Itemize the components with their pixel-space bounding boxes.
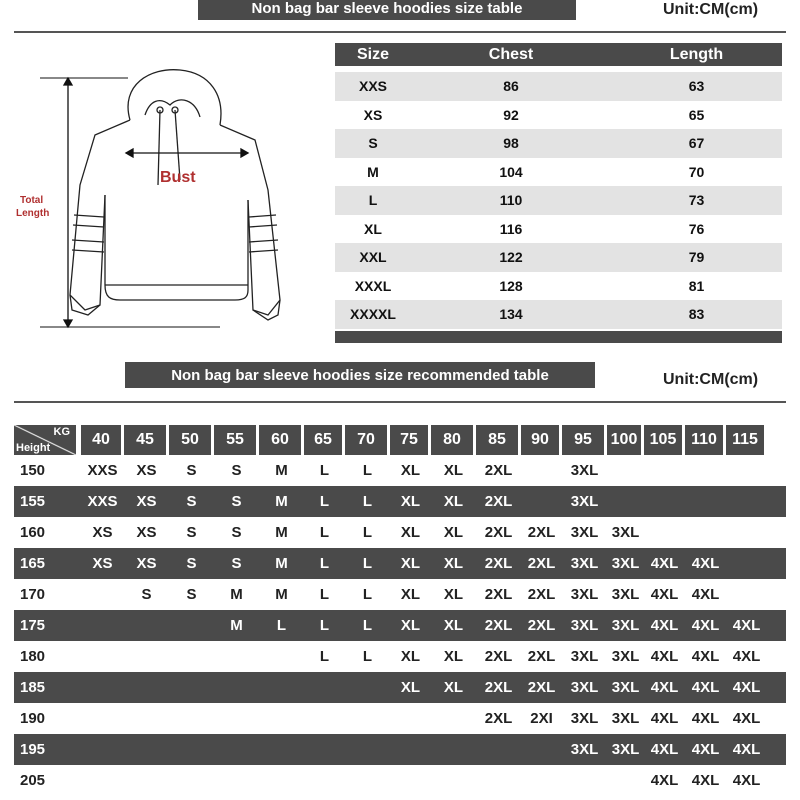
size-recommend-cell: 3XL [611,648,640,665]
header-corner [14,425,76,455]
size-recommend-cell: XL [400,462,421,479]
size-recommend-cell: 2XL [527,648,556,665]
size-cell: XXS [358,78,387,95]
size-recommend-cell: L [362,462,373,479]
size-recommend-cell: 4XL [650,679,679,696]
size-recommend-cell: 2XL [527,555,556,572]
size-recommend-cell: 2XL [527,679,556,696]
top-divider [14,31,786,33]
size-recommend-cell: 3XL [611,617,640,634]
size-recommend-cell: L [362,648,373,665]
length-cell: 81 [688,277,705,294]
size-recommend-cell: S [231,555,242,572]
height-cell: 175 [20,617,46,634]
height-cell: 155 [20,493,46,510]
length-cell: 70 [688,163,705,180]
size-table-header [335,43,782,66]
chest-cell: 110 [499,192,523,209]
corner-height-label: Height [16,442,51,454]
chest-cell: 116 [499,220,523,237]
size-cell: S [368,135,378,152]
size-recommend-cell: 4XL [691,648,720,665]
recommend-row [14,641,786,672]
size-table-row [335,272,782,301]
size-recommend-cell: 2XL [527,617,556,634]
size-recommend-cell: L [319,462,330,479]
size-recommend-cell: 4XL [732,741,761,758]
size-recommend-cell: XL [400,617,421,634]
size-recommend-cell: S [186,586,197,603]
height-cell: 185 [20,679,46,696]
length-label-line1: Total [20,195,44,206]
size-cell: XXXL [354,277,392,294]
kg-header-cell: 90 [521,425,559,455]
size-recommend-cell: S [186,524,197,541]
size-recommend-cell: 2XL [484,586,513,603]
bust-label: Bust [160,169,196,186]
chest-cell: 122 [499,249,523,266]
size-recommend-cell: 4XL [650,555,679,572]
size-recommend-cell: 3XL [611,555,640,572]
chest-cell: 86 [503,78,519,95]
chest-cell: 128 [499,277,523,294]
size-recommend-cell: XS [92,555,113,572]
size-recommend-cell: XL [443,462,464,479]
size-table-row [335,158,782,187]
middle-divider [14,401,786,403]
size-recommend-cell: 4XL [732,710,761,727]
size-table [335,43,782,343]
height-cell: 195 [20,741,46,758]
size-recommend-cell: 4XL [650,741,679,758]
size-recommend-cell: L [319,524,330,541]
recommend-row [14,517,786,548]
kg-header-cell: 75 [390,425,428,455]
size-recommend-cell: 2XL [484,679,513,696]
kg-header-cell: 70 [345,425,387,455]
size-recommend-cell: 3XL [570,710,599,727]
kg-header-cell: 115 [726,425,764,455]
size-table-row [335,101,782,130]
height-cell: 150 [20,462,46,479]
size-recommend-cell: 4XL [650,648,679,665]
size-recommend-cell: 3XL [570,524,599,541]
kg-header-cell: 110 [685,425,723,455]
size-recommend-cell: 3XL [611,710,640,727]
size-recommend-cell: XXS [87,493,118,510]
size-recommend-cell: 4XL [691,555,720,572]
size-recommend-cell: L [319,617,330,634]
size-recommend-cell: 2XI [530,710,553,727]
size-recommend-cell: 3XL [611,524,640,541]
kg-header-cell: 105 [644,425,682,455]
recommend-table-title [125,362,595,388]
size-recommend-cell: XL [443,555,464,572]
size-recommend-cell: S [186,462,197,479]
size-recommend-cell: 3XL [570,617,599,634]
size-recommend-cell: XL [400,555,421,572]
size-recommend-cell: 2XL [484,710,513,727]
size-recommend-cell: 4XL [732,772,761,789]
size-recommend-cell: 3XL [611,679,640,696]
recommend-row [14,703,786,734]
size-recommend-cell: S [186,493,197,510]
size-table-title [198,0,576,20]
size-recommend-cell: 4XL [691,617,720,634]
size-recommend-cell: S [186,555,197,572]
chest-cell: 98 [503,135,519,152]
size-table-row [335,72,782,101]
kg-header-cell: 95 [562,425,604,455]
length-cell: 63 [688,78,705,95]
recommend-table-body [14,455,786,796]
size-recommend-cell: XL [400,648,421,665]
length-cell: 79 [688,249,705,266]
recommend-row [14,610,786,641]
size-recommend-cell: L [362,586,373,603]
recommend-table-unit: Unit:CM(cm) [663,371,759,388]
size-recommend-cell: XL [443,493,464,510]
size-recommend-cell: 2XL [484,493,513,510]
size-recommend-cell: 3XL [570,462,599,479]
size-recommend-cell: L [319,648,330,665]
size-cell: XL [364,220,382,237]
recommend-row [14,734,786,765]
kg-header-cell: 80 [431,425,473,455]
size-recommend-cell: 3XL [570,493,599,510]
recommend-table [14,425,786,796]
size-recommend-cell: 3XL [570,741,599,758]
height-cell: 205 [20,772,46,789]
size-recommend-cell: L [276,617,287,634]
kg-header-cell: 55 [214,425,256,455]
size-table-row [335,186,782,215]
chest-cell: 134 [499,306,523,323]
size-recommend-cell: 4XL [650,617,679,634]
kg-header-cell: 45 [124,425,166,455]
size-recommend-cell: XS [136,493,157,510]
size-recommend-cell: 2XL [484,462,513,479]
height-cell: 180 [20,648,46,665]
size-recommend-cell: 3XL [611,586,640,603]
size-cell: M [367,163,379,180]
recommend-row [14,765,786,796]
header-chest: Chest [488,45,534,63]
size-recommend-cell: XL [400,679,421,696]
size-recommend-cell: 4XL [691,710,720,727]
size-recommend-cell: XL [443,617,464,634]
size-recommend-cell: XL [400,586,421,603]
size-recommend-cell: L [319,555,330,572]
size-recommend-cell: 2XL [527,524,556,541]
kg-header-cell: 40 [81,425,121,455]
size-recommend-cell: 3XL [570,555,599,572]
size-table-title-text: Non bag bar sleeve hoodies size table [251,0,523,17]
length-cell: 65 [688,106,705,123]
size-recommend-cell: S [231,493,242,510]
size-recommend-cell: 2XL [527,586,556,603]
size-recommend-cell: 4XL [732,617,761,634]
size-recommend-cell: 4XL [691,679,720,696]
size-recommend-cell: 3XL [570,679,599,696]
length-cell: 73 [688,192,705,209]
size-recommend-cell: XL [443,524,464,541]
recommend-row [14,548,786,579]
recommend-row [14,579,786,610]
size-recommend-cell: L [362,524,373,541]
size-table-row [335,243,782,272]
size-recommend-cell: 4XL [732,679,761,696]
recommend-table-header [14,425,786,455]
size-recommend-cell: M [230,586,243,603]
size-recommend-cell: 3XL [611,741,640,758]
size-recommend-cell: 2XL [484,524,513,541]
recommend-row [14,455,786,486]
header-length: Length [669,45,724,63]
size-recommend-cell: 4XL [650,586,679,603]
size-recommend-cell: M [275,555,288,572]
size-recommend-cell: XXS [87,462,118,479]
height-cell: 165 [20,555,46,572]
height-cell: 170 [20,586,46,603]
height-cell: 160 [20,524,46,541]
length-cell: 83 [688,306,705,323]
size-recommend-cell: XS [92,524,113,541]
size-recommend-cell: 4XL [691,586,720,603]
size-recommend-cell: M [275,524,288,541]
size-recommend-cell: 4XL [650,710,679,727]
size-recommend-cell: XS [136,555,157,572]
length-label-line2: Length [16,208,50,219]
size-recommend-cell: XL [443,679,464,696]
size-recommend-cell: 4XL [650,772,679,789]
size-recommend-cell: S [141,586,152,603]
size-recommend-cell: S [231,462,242,479]
size-recommend-cell: XS [136,524,157,541]
size-recommend-cell: 4XL [732,648,761,665]
kg-header-cell: 50 [169,425,211,455]
recommend-row [14,672,786,703]
kg-header-cell: 65 [304,425,342,455]
recommend-row [14,486,786,517]
size-recommend-cell: 2XL [484,555,513,572]
size-table-row [335,215,782,244]
height-cell: 190 [20,710,46,727]
size-recommend-cell: S [231,524,242,541]
size-recommend-cell: 4XL [691,772,720,789]
size-recommend-cell: XL [443,586,464,603]
size-recommend-cell: M [275,462,288,479]
size-recommend-cell: XL [400,524,421,541]
length-cell: 76 [688,220,705,237]
size-recommend-cell: 2XL [484,617,513,634]
size-recommend-cell: M [230,617,243,634]
size-recommend-cell: 3XL [570,648,599,665]
size-table-row [335,300,782,329]
size-recommend-cell: 4XL [691,741,720,758]
corner-kg-label: KG [53,426,70,438]
size-recommend-cell: 2XL [484,648,513,665]
size-table-row [335,129,782,158]
size-cell: XXL [359,249,387,266]
length-cell: 67 [688,135,705,152]
size-recommend-cell: M [275,586,288,603]
size-recommend-cell: L [319,586,330,603]
size-recommend-cell: XL [443,648,464,665]
size-recommend-cell: L [319,493,330,510]
recommend-table-title-text: Non bag bar sleeve hoodies size recommended table [171,366,549,384]
kg-header-cell: 60 [259,425,301,455]
size-recommend-cell: M [275,493,288,510]
hoodie-diagram [10,65,310,340]
chest-cell: 104 [499,163,523,180]
size-recommend-cell: L [362,617,373,634]
size-table-unit: Unit:CM(cm) [663,1,759,18]
chest-cell: 92 [503,106,519,123]
size-table-footer-bar [335,331,782,343]
size-table-body [335,72,782,329]
kg-header-cell: 100 [607,425,641,455]
size-cell: XXXXL [350,306,396,323]
size-recommend-cell: 3XL [570,586,599,603]
kg-header-cell: 85 [476,425,518,455]
size-recommend-cell: L [362,555,373,572]
size-recommend-cell: XS [136,462,157,479]
size-recommend-cell: L [362,493,373,510]
size-cell: L [368,192,378,209]
size-cell: XS [363,106,383,123]
size-recommend-cell: XL [400,493,421,510]
header-size: Size [356,45,389,63]
